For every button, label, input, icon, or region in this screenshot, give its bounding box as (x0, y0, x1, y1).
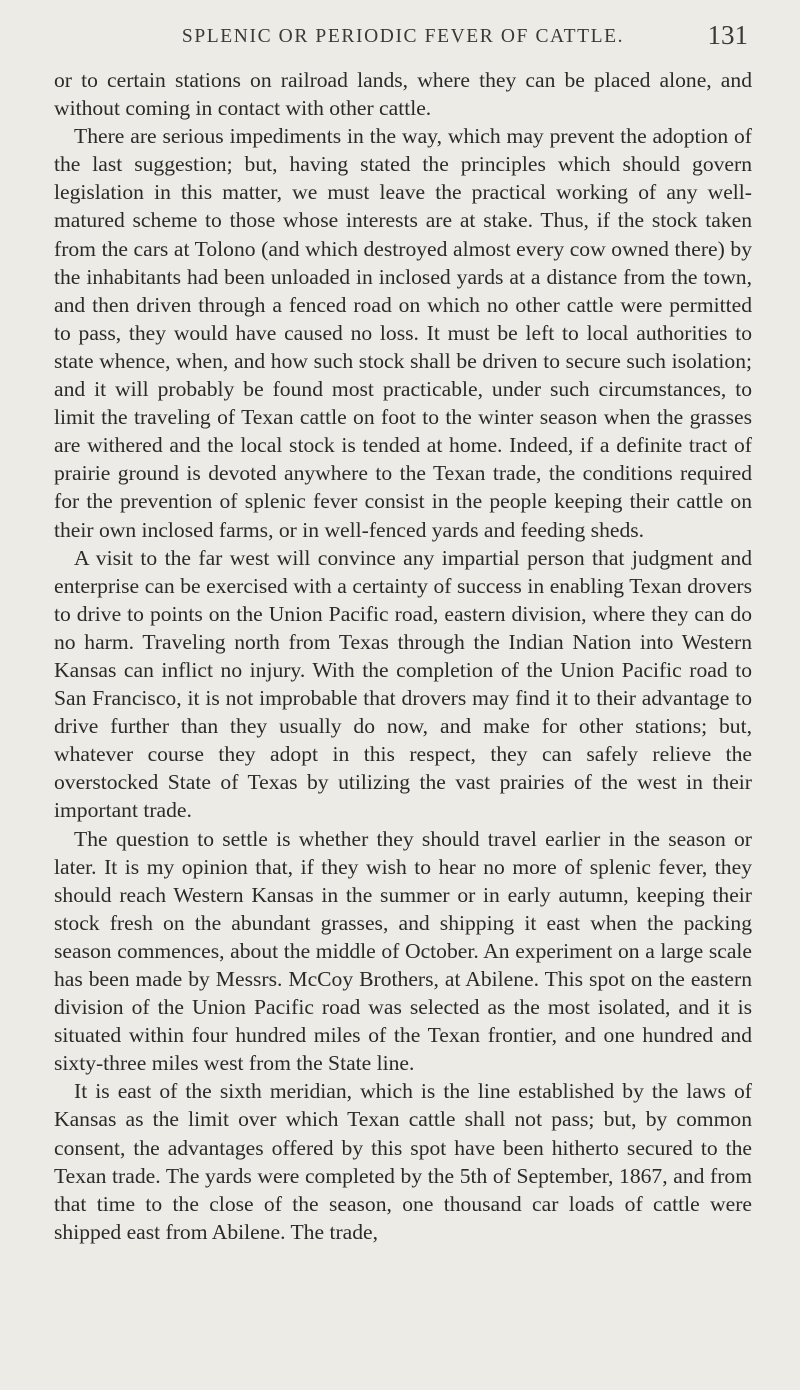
body-text (54, 66, 752, 1246)
paragraph-continued: or to certain stations on railroad lands, where they can be placed alone, and without coming in contact with other cattle. (54, 68, 752, 121)
paragraph: A visit to the far west will convince any impartial person that judgment and enterprise can be exercised with a certainty of success in enabling Texan drovers to drive to points on the Union Pacific road, eastern division, where they can do no harm. Traveling north from Texas through the Indian Nation into Western Kansas can inflict no injury. With the completion of the Union Pacific road to San Francisco, it is not improbable that drovers may find it to their advantage to drive further than they usually do now, and make for other stations; but, whatever course they adopt in this respect, they can safely relieve the overstocked State of Texas by utilizing the vast prairies of the west in their important trade. (54, 545, 752, 823)
running-title: SPLENIC OR PERIODIC FEVER OF CATTLE. (181, 26, 625, 47)
paragraph: There are serious impediments in the way, which may prevent the adoption of the last suggestion; but, having stated the principles which should govern legislation in this matter, we must leave the practical working of any well-matured scheme to those whose interests are at stake. Thus, if the stock taken from the cars at Tolono (and which destroyed almost every cow owned there) by the inhabitants had been unloaded in inclosed yards at a distance from the town, and then driven through a fenced road on which no other cattle were permitted to pass, they would have caused no loss. It must be left to local authorities to state whence, when, and how such stock shall be driven to secure such isolation; and it will probably be found most practicable, under such circumstances, to limit the traveling of Texan cattle on foot to the winter season when the grasses are withered and the local stock is tended at home. Indeed, if a definite tract of prairie ground is devoted anywhere to the Texan trade, the conditions required for the prevention of splenic fever consist in the people keeping their cattle on their own inclosed farms, or in well-fenced yards and feeding sheds. (54, 124, 752, 542)
paragraph: The question to settle is whether they should travel earlier in the season or later. It is my opinion that, if they wish to hear no more of splenic fever, they should reach Western Kansas in the summer or in early autumn, keeping their stock fresh on the abundant grasses, and shipping it east when the packing season commences, about the middle of October. An experiment on a large scale has been made by Messrs. McCoy Brothers, at Abilene. This spot on the eastern division of the Union Pacific road was selected as the most isolated, and it is situated within four hundred miles of the Texan frontier, and one hundred and sixty-three miles west from the State line. (54, 826, 752, 1076)
running-head (54, 16, 752, 60)
page-number: 131 (707, 20, 748, 50)
paragraph: It is east of the sixth meridian, which is the line established by the laws of Kansas as the limit over which Texan cattle shall not pass; but, by common consent, the advantages offered by this spot have been hitherto secured to the Texan trade. The yards were completed by the 5th of September, 1867, and from that time to the close of the season, one thousand car loads of cattle were shipped east from Abilene. The trade, (54, 1079, 752, 1244)
